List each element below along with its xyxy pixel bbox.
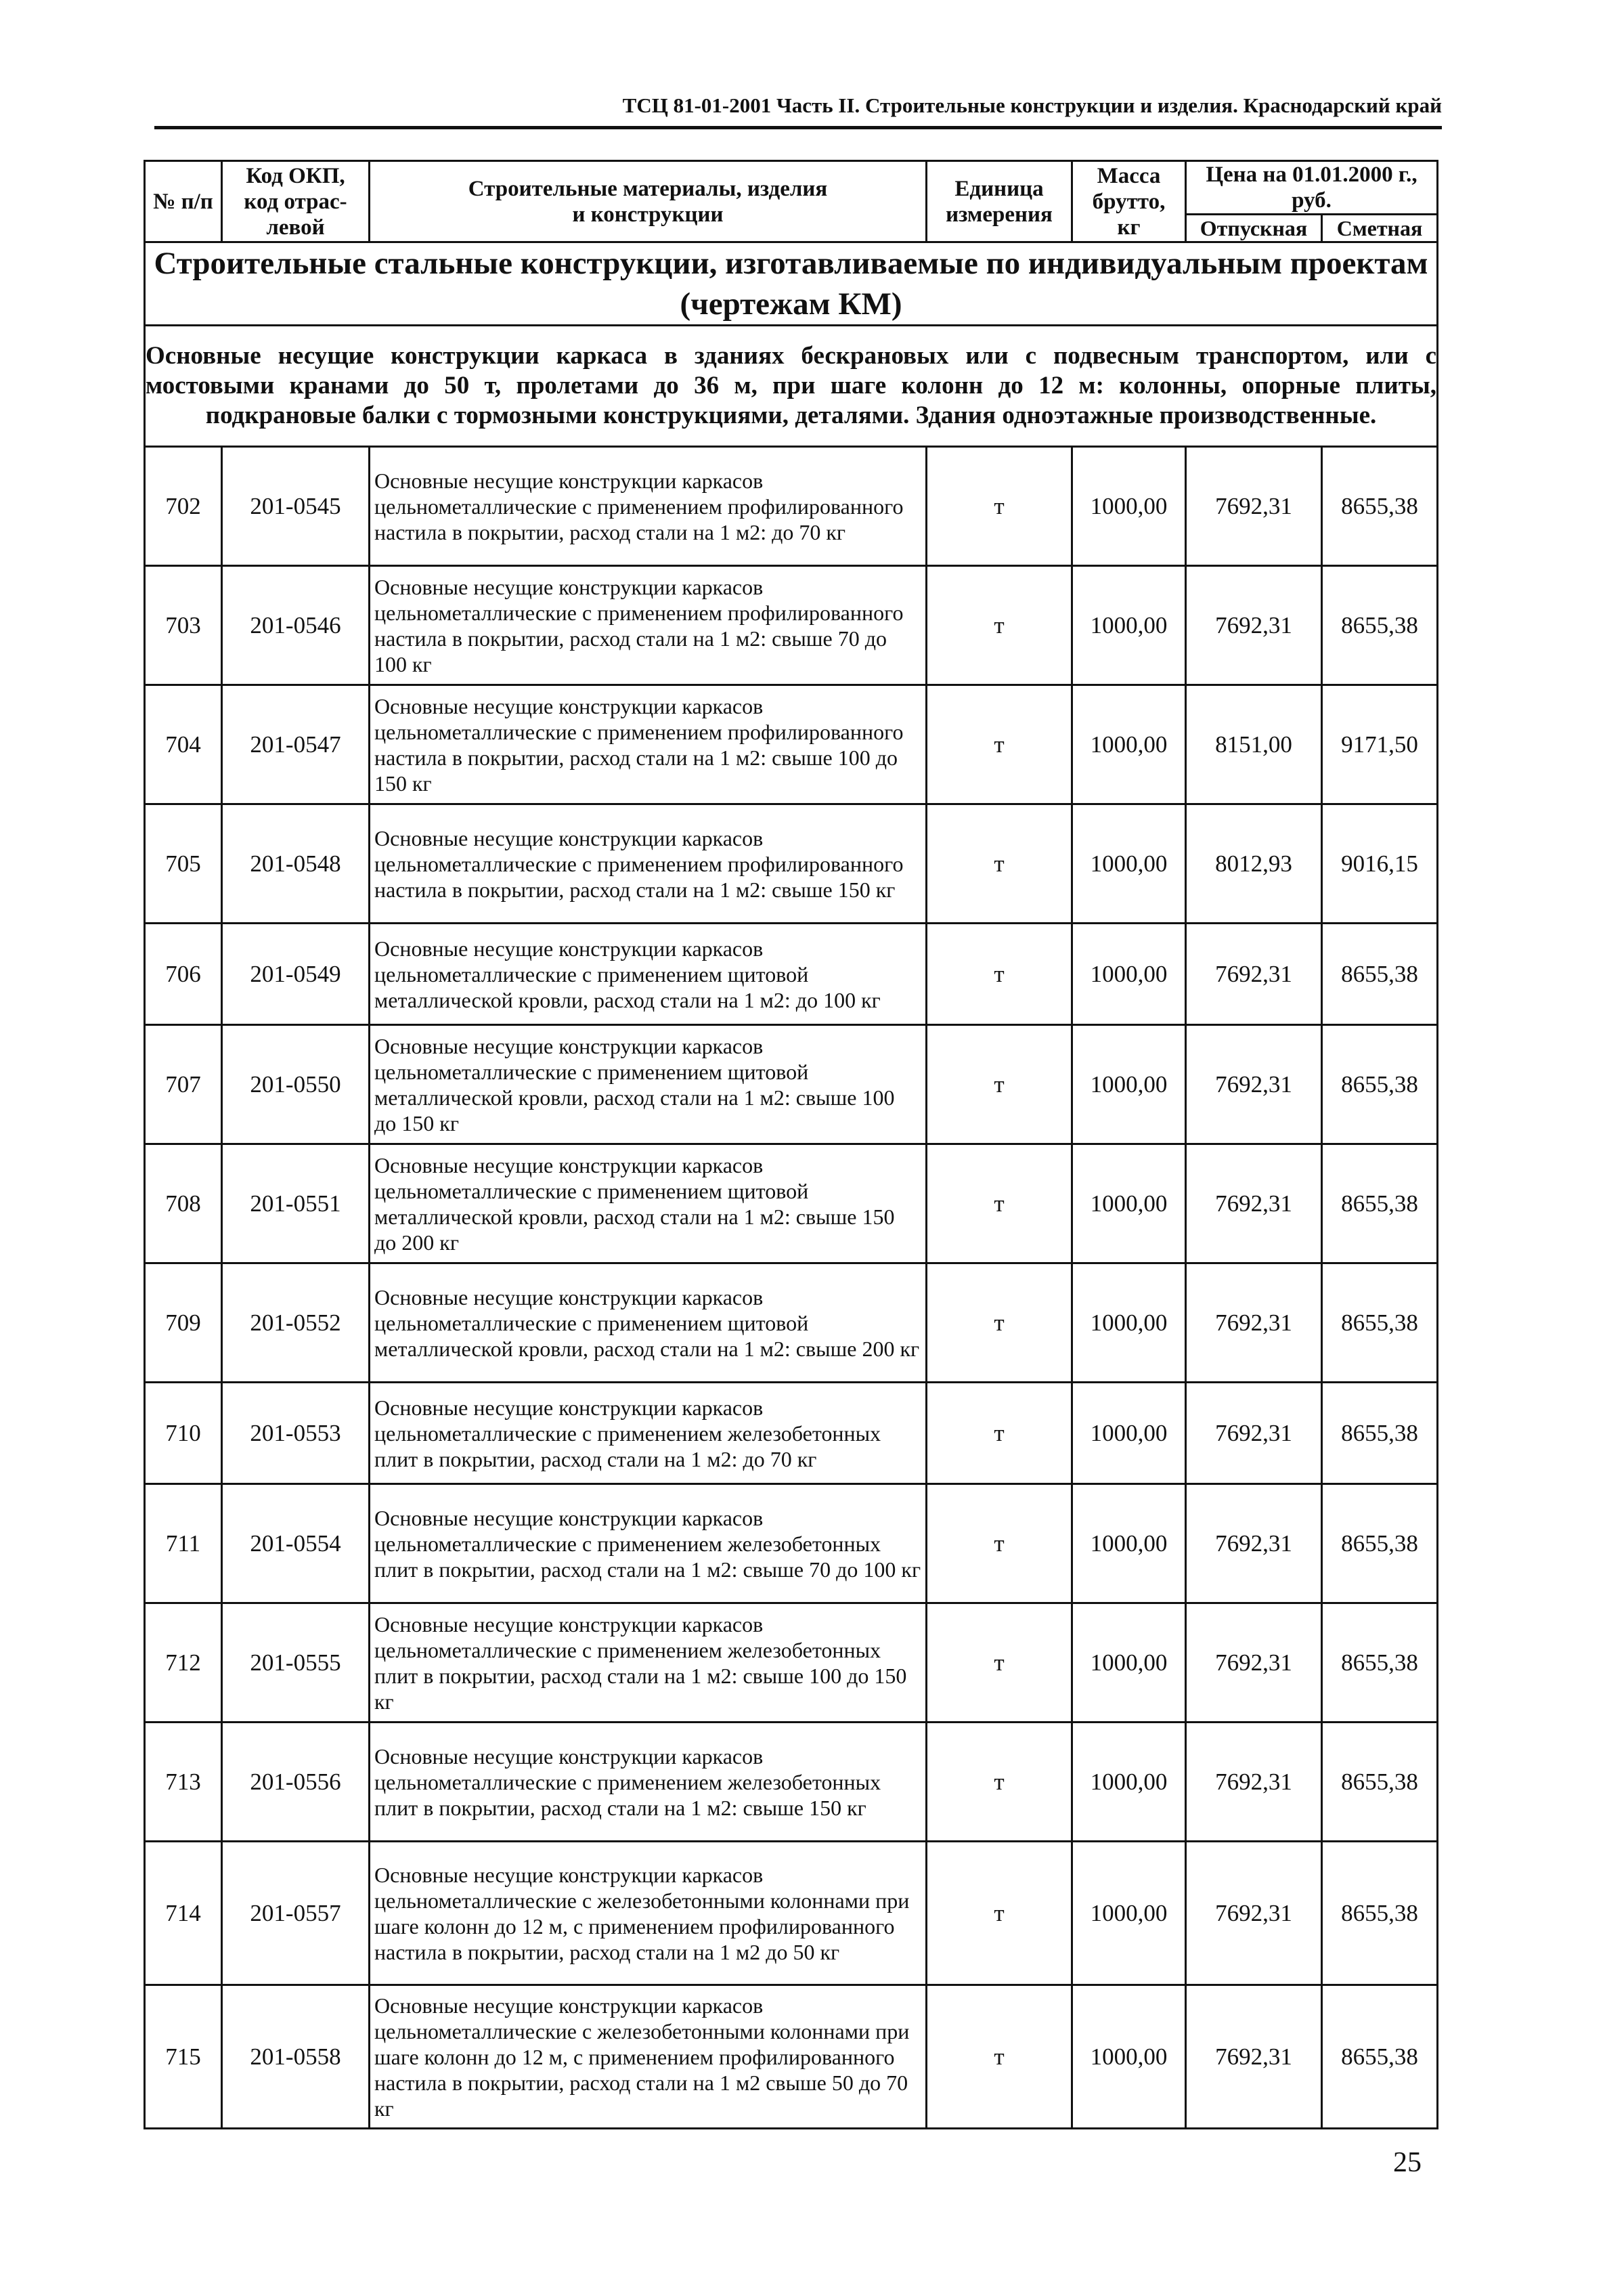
row-unit: т bbox=[927, 1025, 1072, 1144]
row-price-sell: 7692,31 bbox=[1186, 1484, 1322, 1603]
row-price-sell: 7692,31 bbox=[1186, 924, 1322, 1025]
row-mass: 1000,00 bbox=[1072, 566, 1186, 685]
row-price-sell: 8151,00 bbox=[1186, 685, 1322, 804]
row-price-estimate: 8655,38 bbox=[1322, 1985, 1438, 2129]
row-price-sell: 7692,31 bbox=[1186, 1842, 1322, 1985]
col-header-num: № п/п bbox=[145, 161, 222, 242]
row-code: 201-0554 bbox=[222, 1484, 370, 1603]
table-row bbox=[145, 1603, 1438, 1723]
subsection-title: Основные несущие конструкции каркаса в зданиях бескрановых или с подвесным транспортом, или с мостовыми кранами до 50 т, пролетами до 36 м, при шаге колонн до 12 м: колонны, опорные плиты, подкрановые балки с тормозными конструкциями, деталями. Здания одноэтажные производственные. bbox=[145, 326, 1438, 447]
row-unit: т bbox=[927, 924, 1072, 1025]
row-code: 201-0555 bbox=[222, 1603, 370, 1723]
row-code: 201-0558 bbox=[222, 1985, 370, 2129]
col-header-price-line: руб. bbox=[1292, 188, 1332, 213]
row-code: 201-0557 bbox=[222, 1842, 370, 1985]
row-description: Основные несущие конструкции каркасов цельнометаллические с применением железобетонных плит в покрытии, расход стали на 1 м2: свыше 150 кг bbox=[370, 1723, 927, 1842]
row-description: Основные несущие конструкции каркасов цельнометаллические с применением щитовой металлической кровли, расход стали на 1 м2: свыше 200 кг bbox=[370, 1263, 927, 1383]
table-row bbox=[145, 924, 1438, 1025]
row-mass: 1000,00 bbox=[1072, 1144, 1186, 1263]
table-row bbox=[145, 1985, 1438, 2129]
row-mass: 1000,00 bbox=[1072, 447, 1186, 566]
row-price-estimate: 8655,38 bbox=[1322, 1842, 1438, 1985]
row-mass: 1000,00 bbox=[1072, 1025, 1186, 1144]
table-row bbox=[145, 804, 1438, 924]
row-description: Основные несущие конструкции каркасов цельнометаллические с применением профилированного настила в покрытии, расход стали на 1 м2: до 70 кг bbox=[370, 447, 927, 566]
row-number: 714 bbox=[145, 1842, 222, 1985]
col-header-price bbox=[1186, 161, 1438, 215]
row-number: 702 bbox=[145, 447, 222, 566]
col-header-code-line: Код ОКП, bbox=[246, 163, 345, 188]
row-price-estimate: 9171,50 bbox=[1322, 685, 1438, 804]
row-number: 703 bbox=[145, 566, 222, 685]
row-number: 713 bbox=[145, 1723, 222, 1842]
col-header-price-line: Цена на 01.01.2000 г., bbox=[1206, 163, 1417, 187]
row-price-sell: 7692,31 bbox=[1186, 1985, 1322, 2129]
table-row bbox=[145, 1025, 1438, 1144]
row-number: 715 bbox=[145, 1985, 222, 2129]
row-code: 201-0545 bbox=[222, 447, 370, 566]
row-price-sell: 7692,31 bbox=[1186, 447, 1322, 566]
col-header-unit bbox=[927, 161, 1072, 242]
row-number: 710 bbox=[145, 1383, 222, 1484]
row-unit: т bbox=[927, 1484, 1072, 1603]
row-code: 201-0549 bbox=[222, 924, 370, 1025]
row-price-sell: 7692,31 bbox=[1186, 566, 1322, 685]
table-row bbox=[145, 1144, 1438, 1263]
row-mass: 1000,00 bbox=[1072, 1263, 1186, 1383]
row-price-sell: 7692,31 bbox=[1186, 1723, 1322, 1842]
row-code: 201-0552 bbox=[222, 1263, 370, 1383]
row-price-estimate: 8655,38 bbox=[1322, 1484, 1438, 1603]
table-row bbox=[145, 447, 1438, 566]
row-code: 201-0548 bbox=[222, 804, 370, 924]
col-header-code-line: левой bbox=[266, 215, 325, 240]
table-row bbox=[145, 1842, 1438, 1985]
row-price-estimate: 9016,15 bbox=[1322, 804, 1438, 924]
row-code: 201-0556 bbox=[222, 1723, 370, 1842]
row-description: Основные несущие конструкции каркасов цельнометаллические с применением щитовой металлической кровли, расход стали на 1 м2: свыше 100 до 150 кг bbox=[370, 1025, 927, 1144]
row-number: 708 bbox=[145, 1144, 222, 1263]
row-price-sell: 7692,31 bbox=[1186, 1263, 1322, 1383]
col-header-name bbox=[370, 161, 927, 242]
row-mass: 1000,00 bbox=[1072, 1723, 1186, 1842]
table-row bbox=[145, 1723, 1438, 1842]
row-code: 201-0546 bbox=[222, 566, 370, 685]
col-header-mass-line: кг bbox=[1117, 215, 1141, 240]
row-description: Основные несущие конструкции каркасов цельнометаллические с железобетонными колоннами при шаге колонн до 12 м, с применением профилированного настила в покрытии, расход стали на 1 м2 до 50 кг bbox=[370, 1842, 927, 1985]
row-code: 201-0553 bbox=[222, 1383, 370, 1484]
row-description: Основные несущие конструкции каркасов цельнометаллические с применением профилированного настила в покрытии, расход стали на 1 м2: свыше 150 кг bbox=[370, 804, 927, 924]
row-mass: 1000,00 bbox=[1072, 1603, 1186, 1723]
row-number: 711 bbox=[145, 1484, 222, 1603]
row-mass: 1000,00 bbox=[1072, 1484, 1186, 1603]
col-header-name-line: Строительные материалы, изделия bbox=[468, 176, 828, 201]
row-price-sell: 7692,31 bbox=[1186, 1025, 1322, 1144]
row-unit: т bbox=[927, 447, 1072, 566]
row-unit: т bbox=[927, 566, 1072, 685]
row-mass: 1000,00 bbox=[1072, 1985, 1186, 2129]
col-header-mass bbox=[1072, 161, 1186, 242]
col-header-code bbox=[222, 161, 370, 242]
row-mass: 1000,00 bbox=[1072, 1842, 1186, 1985]
row-price-sell: 8012,93 bbox=[1186, 804, 1322, 924]
row-price-sell: 7692,31 bbox=[1186, 1383, 1322, 1484]
row-mass: 1000,00 bbox=[1072, 685, 1186, 804]
row-price-estimate: 8655,38 bbox=[1322, 1263, 1438, 1383]
row-number: 709 bbox=[145, 1263, 222, 1383]
row-description: Основные несущие конструкции каркасов цельнометаллические с применением железобетонных плит в покрытии, расход стали на 1 м2: до 70 кг bbox=[370, 1383, 927, 1484]
row-description: Основные несущие конструкции каркасов цельнометаллические с применением щитовой металлической кровли, расход стали на 1 м2: свыше 150 до 200 кг bbox=[370, 1144, 927, 1263]
col-header-price-sell: Отпускная bbox=[1186, 215, 1322, 242]
row-description: Основные несущие конструкции каркасов цельнометаллические с применением железобетонных плит в покрытии, расход стали на 1 м2: свыше 70 до 100 кг bbox=[370, 1484, 927, 1603]
row-code: 201-0547 bbox=[222, 685, 370, 804]
col-header-unit-line: измерения bbox=[946, 202, 1053, 227]
row-number: 707 bbox=[145, 1025, 222, 1144]
row-description: Основные несущие конструкции каркасов цельнометаллические с применением щитовой металлической кровли, расход стали на 1 м2: до 100 кг bbox=[370, 924, 927, 1025]
row-number: 706 bbox=[145, 924, 222, 1025]
col-header-unit-line: Единица bbox=[954, 176, 1044, 201]
page-number: 25 bbox=[1393, 2147, 1422, 2178]
row-price-estimate: 8655,38 bbox=[1322, 1025, 1438, 1144]
col-header-name-line: и конструкции bbox=[572, 202, 724, 227]
row-code: 201-0550 bbox=[222, 1025, 370, 1144]
row-price-sell: 7692,31 bbox=[1186, 1144, 1322, 1263]
row-price-estimate: 8655,38 bbox=[1322, 924, 1438, 1025]
row-description: Основные несущие конструкции каркасов цельнометаллические с применением профилированного настила в покрытии, расход стали на 1 м2: свыше 70 до 100 кг bbox=[370, 566, 927, 685]
row-price-estimate: 8655,38 bbox=[1322, 1603, 1438, 1723]
section-title: Строительные стальные конструкции, изготавливаемые по индивидуальным проектам (чертежам КМ) bbox=[145, 242, 1438, 326]
col-header-code-line: код отрас- bbox=[244, 189, 347, 214]
row-unit: т bbox=[927, 1985, 1072, 2129]
col-header-mass-line: Масса bbox=[1097, 163, 1161, 188]
row-code: 201-0551 bbox=[222, 1144, 370, 1263]
row-unit: т bbox=[927, 1723, 1072, 1842]
row-number: 705 bbox=[145, 804, 222, 924]
row-description: Основные несущие конструкции каркасов цельнометаллические с применением железобетонных плит в покрытии, расход стали на 1 м2: свыше 100 до 150 кг bbox=[370, 1603, 927, 1723]
row-price-sell: 7692,31 bbox=[1186, 1603, 1322, 1723]
row-description: Основные несущие конструкции каркасов цельнометаллические с применением профилированного настила в покрытии, расход стали на 1 м2: свыше 100 до 150 кг bbox=[370, 685, 927, 804]
row-unit: т bbox=[927, 685, 1072, 804]
table-row bbox=[145, 1383, 1438, 1484]
row-price-estimate: 8655,38 bbox=[1322, 1723, 1438, 1842]
row-mass: 1000,00 bbox=[1072, 804, 1186, 924]
row-price-estimate: 8655,38 bbox=[1322, 1144, 1438, 1263]
row-price-estimate: 8655,38 bbox=[1322, 1383, 1438, 1484]
row-price-estimate: 8655,38 bbox=[1322, 566, 1438, 685]
table-row bbox=[145, 566, 1438, 685]
col-header-price-estimate: Сметная bbox=[1322, 215, 1438, 242]
row-unit: т bbox=[927, 1383, 1072, 1484]
row-unit: т bbox=[927, 804, 1072, 924]
row-unit: т bbox=[927, 1263, 1072, 1383]
row-unit: т bbox=[927, 1144, 1072, 1263]
table-row bbox=[145, 685, 1438, 804]
header-rule bbox=[154, 126, 1442, 129]
row-mass: 1000,00 bbox=[1072, 924, 1186, 1025]
table-row bbox=[145, 1263, 1438, 1383]
table-row bbox=[145, 1484, 1438, 1603]
row-price-estimate: 8655,38 bbox=[1322, 447, 1438, 566]
row-number: 704 bbox=[145, 685, 222, 804]
row-mass: 1000,00 bbox=[1072, 1383, 1186, 1484]
row-number: 712 bbox=[145, 1603, 222, 1723]
price-table bbox=[144, 160, 1438, 2129]
running-title: ТСЦ 81-01-2001 Часть II. Строительные конструкции и изделия. Краснодарский край bbox=[622, 93, 1442, 117]
row-unit: т bbox=[927, 1842, 1072, 1985]
row-description: Основные несущие конструкции каркасов цельнометаллические с железобетонными колоннами при шаге колонн до 12 м, с применением профилированного настила в покрытии, расход стали на 1 м2 свыше 50 до 70 кг bbox=[370, 1985, 927, 2129]
row-unit: т bbox=[927, 1603, 1072, 1723]
col-header-mass-line: брутто, bbox=[1092, 189, 1166, 214]
